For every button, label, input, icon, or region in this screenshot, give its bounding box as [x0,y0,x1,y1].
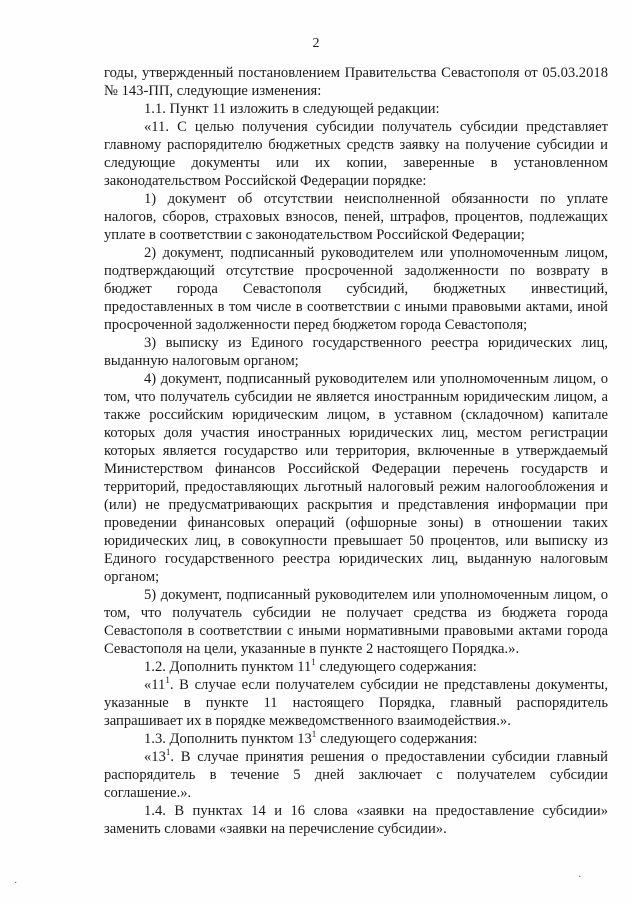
paragraph-item-11-1-text: «11 [144,677,166,693]
superscript: 1 [311,729,317,739]
superscript: 1 [165,747,171,757]
list-item-4: 4) документ, подписанный руководителем или уполномоченным лицом, о том, что получатель субсидии не является иностранным юридическим лицом, а также российским юридическим лицом, в уставном (складочном) капитале которых доля участия иностранных юридических лиц, местом регистрации которых является государство или территория, включенные в утверждаемый Министерством финансов Российской Федерации перечень государств и территорий, предоставляющих льготный налоговый режим налогообложения и (или) не предусматривающих раскрытия и представления информации при проведении финансовых операций (офшорные зоны) в отношении таких юридических лиц, в совокупности превышает 50 процентов, или выписку из Единого государственного реестра юридических лиц, выданную налоговым органом; [104,371,608,585]
paragraph-item-13-1-tail: . В случае принятия решения о предоставлении субсидии главный распорядитель в течение 5 дней заключает с получателем субсидии соглашение.». [104,749,608,801]
superscript: 1 [311,657,316,667]
paragraph-item-11-1-tail: . В случае если получателем субсидии не представлены документы, указанные в пункте 11 настоящего Порядка, главный распорядитель запрашивает их в порядке межведомственного взаимодействия.». [104,677,608,729]
list-item-5: 5) документ, подписанный руководителем или уполномоченным лицом, о том, что получатель субсидии не получает средства из бюджета города Севастополя в соответствии с иными нормативными правовыми актами города Севастополя на цели, указанные в пункте 2 настоящего Порядка.». [104,587,608,657]
paragraph-1-2 [104,658,608,676]
paragraph-item-13-1 [104,748,608,802]
paragraph-item-11: «11. С целью получения субсидии получатель субсидии представляет главному распорядителю бюджетных средств заявку на получение субсидии и следующие документы или их копии, заверенные в установленном законодательством Российской Федерации порядке: [104,119,608,189]
list-item-1: 1) документ об отсутствии неисполненной обязанности по уплате налогов, сборов, страховых взносов, пеней, штрафов, процентов, подлежащих уплате в соответствии с законодательством Российской Федерации; [104,191,608,243]
scan-speck: · [14,878,18,889]
superscript: 1 [165,675,170,685]
paragraph-1-2-tail: следующего содержания: [315,659,477,675]
document-body [104,64,608,838]
scan-speck: · [578,872,582,883]
list-item-2: 2) документ, подписанный руководителем или уполномоченным лицом, подтверждающий отсутствие просроченной задолженности по возврату в бюджет города Севастополя субсидий, бюджетных инвестиций, предоставленных в том числе в соответствии с иными правовыми актами, иной просроченной задолженности перед бюджетом города Севастополя; [104,245,608,333]
list-item-3: 3) выписку из Единого государственного реестра юридических лиц, выданную налоговым органом; [104,335,608,369]
paragraph-1-3-text: 1.3. Дополнить пунктом 13 [144,731,312,747]
paragraph-item-13-1-text: «13 [144,749,166,765]
paragraph-item-11-1 [104,676,608,730]
page-number: 2 [312,36,320,51]
paragraph-intro: годы, утвержденный постановлением Правительства Севастополя от 05.03.2018 № 143-ПП, следующие изменения: [104,65,608,99]
paragraph-1-2-text: 1.2. Дополнить пунктом 11 [144,659,312,675]
paragraph-1-1: 1.1. Пункт 11 изложить в следующей редакции: [144,101,440,117]
paragraph-1-4: 1.4. В пунктах 14 и 16 слова «заявки на предоставление субсидии» заменить словами «заявки на перечисление субсидии». [104,803,608,837]
paragraph-1-3 [104,730,608,748]
paragraph-1-3-tail: следующего содержания: [316,731,478,747]
